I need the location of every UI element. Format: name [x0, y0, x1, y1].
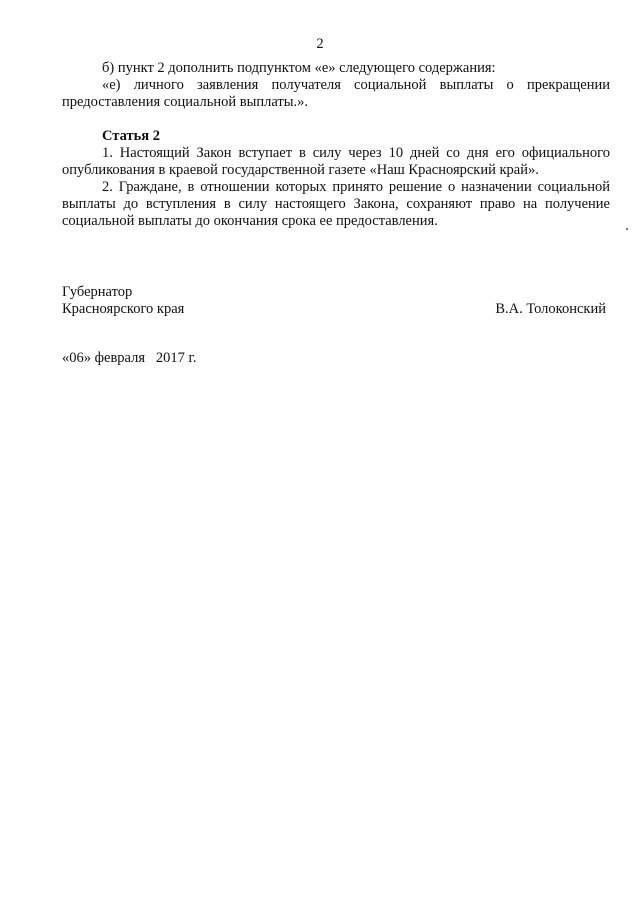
article-2-section	[62, 128, 610, 230]
scan-mark	[626, 228, 628, 230]
amendment-section	[62, 60, 610, 111]
amendment-subitem: «е) личного заявления получателя социальной выплаты о прекращении предоставления социальной выплаты.».	[62, 77, 610, 110]
signing-date: «06» февраля 2017 г.	[62, 350, 197, 366]
signatory-name: В.А. Толоконский	[495, 301, 606, 317]
signatory-title-line-1: Губернатор	[62, 284, 133, 300]
signature-block	[62, 284, 610, 318]
signatory-title-line-2: Красноярского края	[62, 301, 185, 317]
article-2-item-1: 1. Настоящий Закон вступает в силу через 10 дней со дня его официального опубликования в краевой государственной газете «Наш Красноярский край».	[62, 145, 610, 178]
amendment-intro: б) пункт 2 дополнить подпунктом «е» следующего содержания:	[102, 60, 496, 76]
article-2-heading: Статья 2	[102, 128, 160, 144]
page-number: 2	[316, 36, 324, 52]
article-2-item-2: 2. Граждане, в отношении которых принято решение о назначении социальной выплаты до вступления в силу настоящего Закона, сохраняют право на получение социальной выплаты до окончания срока ее предоставления.	[62, 179, 610, 229]
